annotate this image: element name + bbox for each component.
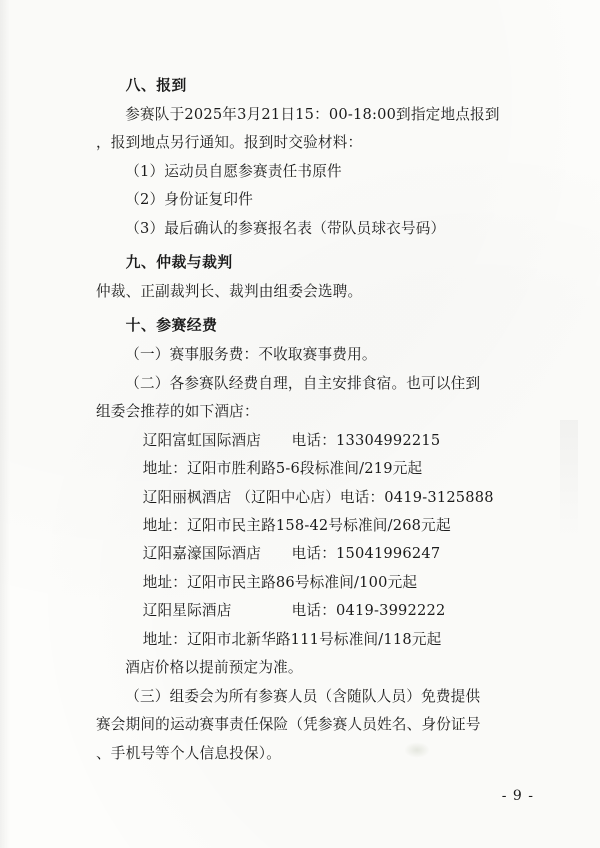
section-8-paragraph-2: ，报到地点另行通知。报到时交验材料： xyxy=(96,134,363,152)
hotel-4-name: 辽阳星际酒店 xyxy=(142,602,232,620)
hotel-4-address: 地址：辽阳市北新华路111号 xyxy=(142,630,334,648)
hotel-3-address-row xyxy=(96,569,534,597)
page-number: - 9 - xyxy=(501,788,534,804)
section-10-paragraph-1: （一）赛事服务费：不收取赛事费用。 xyxy=(125,346,377,364)
section-10-closing-line-1: （三）组委会为所有参赛人员（含随队人员）免费提供 xyxy=(125,687,481,705)
hotel-3-name: 辽阳嘉濠国际酒店 xyxy=(142,545,262,563)
paper-shadow-right xyxy=(560,420,578,540)
hotel-2-name-row xyxy=(96,484,534,512)
hotel-1-phone: 电话：13304992215 xyxy=(291,431,441,449)
hotel-4-address-row xyxy=(96,626,534,654)
hotel-3-address: 地址：辽阳市民主路86号 xyxy=(142,573,310,591)
hotel-4-name-row xyxy=(96,597,534,625)
hotel-1-name: 辽阳富虹国际酒店 xyxy=(142,431,262,449)
hotel-1-address-row xyxy=(96,455,534,483)
hotel-4-phone: 电话：0419-3992222 xyxy=(291,602,446,620)
section-heading-8: 八、报到 xyxy=(125,77,187,94)
section-8-item-1: （1）运动员自愿参赛责任书原件 xyxy=(125,162,342,180)
hotel-2-price: 标准间/268元起 xyxy=(343,516,451,534)
hotel-4-price: 标准间/118元起 xyxy=(333,630,442,648)
hotel-3-name-row xyxy=(96,540,534,568)
section-9-paragraph-1: 仲裁、正副裁判长、裁判由组委会选聘。 xyxy=(96,282,363,300)
section-10-closing-line-2: 赛会期间的运动赛事责任保险（凭参赛人员姓名、身份证号 xyxy=(96,716,481,734)
section-heading-10: 十、参赛经费 xyxy=(125,317,218,335)
hotel-2-address: 地址：辽阳市民主路158-42号 xyxy=(142,516,344,534)
section-8-paragraph-1: 参赛队于2025年3月21日15：00-18:00到指定地点报到 xyxy=(125,105,500,123)
section-8-item-2: （2）身份证复印件 xyxy=(125,191,254,209)
hotel-price-note: 酒店价格以提前预定为准。 xyxy=(125,659,303,677)
hotel-2-name: 辽阳丽枫酒店 （辽阳中心店） xyxy=(142,488,340,506)
section-10-paragraph-2: （二）各参赛队经费自理，自主安排食宿。也可以住到 xyxy=(125,374,481,392)
document-body xyxy=(96,72,534,768)
hotel-2-address-row xyxy=(96,512,534,540)
section-10-closing-line-3: 、手机号等个人信息投保）。 xyxy=(96,744,282,762)
hotel-3-price: 标准间/100元起 xyxy=(309,573,418,591)
hotel-1-name-row xyxy=(96,427,534,455)
section-heading-9: 九、仲裁与裁判 xyxy=(125,254,233,272)
section-10-paragraph-3: 组委会推荐的如下酒店： xyxy=(96,403,259,421)
hotel-3-phone: 电话：15041996247 xyxy=(291,545,441,563)
hotel-1-address: 地址：辽阳市胜利路5-6段 xyxy=(142,460,315,478)
section-8-item-3: （3）最后确认的参赛报名表（带队员球衣号码） xyxy=(125,219,446,237)
paper-shadow-left xyxy=(0,0,10,848)
hotel-2-phone: 电话：0419-3125888 xyxy=(339,488,494,506)
hotel-1-price: 标准间/219元起 xyxy=(314,460,423,478)
